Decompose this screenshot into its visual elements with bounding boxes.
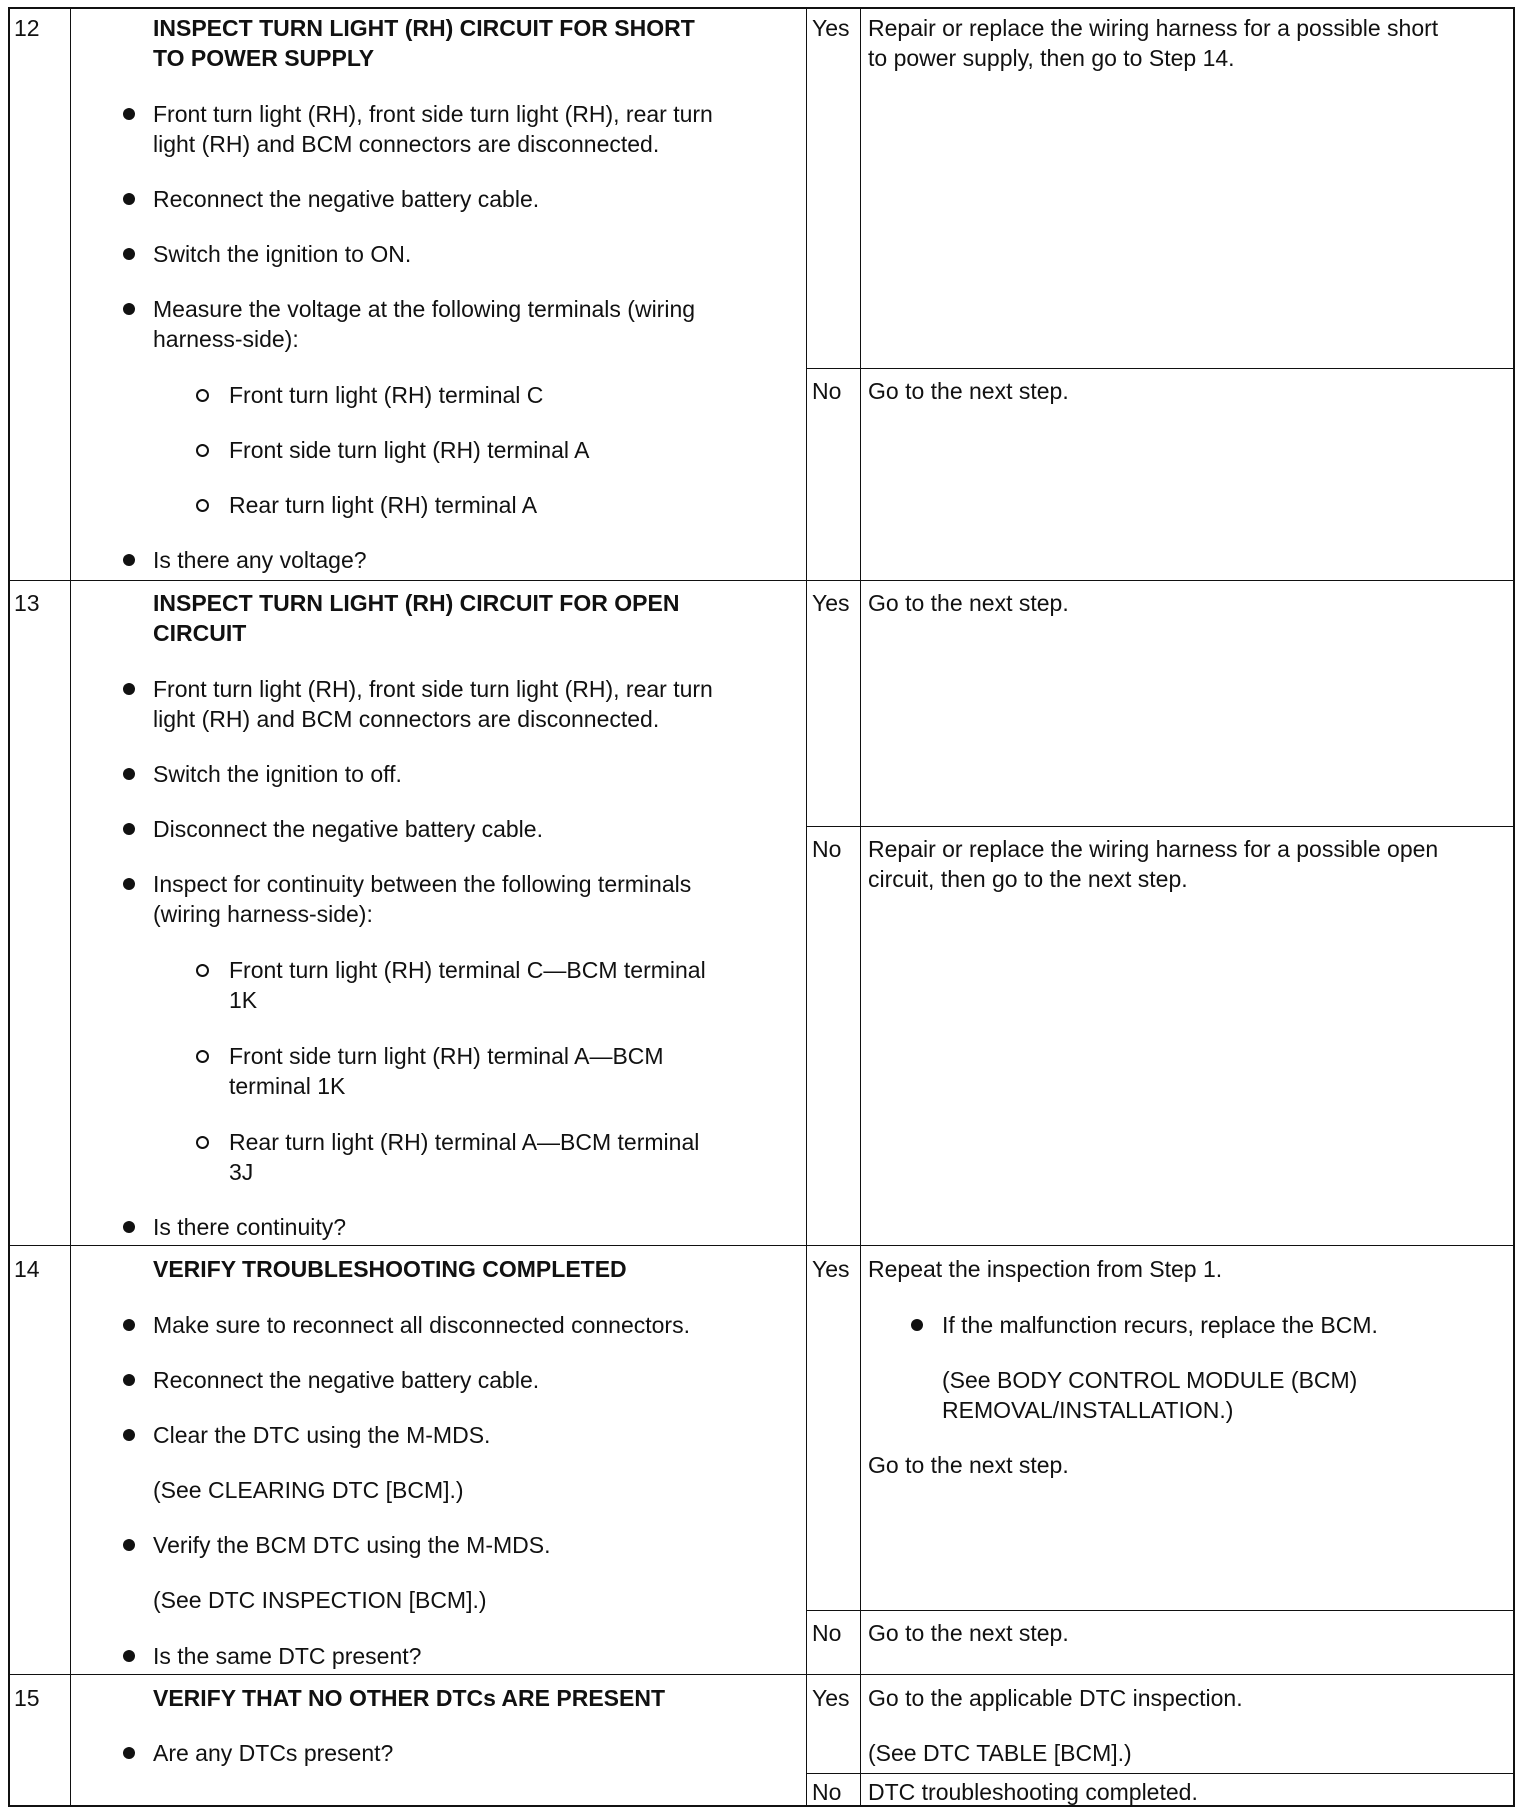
sub-list-item: Rear turn light (RH) terminal A—BCM terminal [229, 1129, 700, 1155]
list-item: Switch the ignition to off. [153, 761, 402, 787]
yes-no-divider-12 [806, 368, 1515, 369]
list-item: Inspect for continuity between the following terminals [153, 871, 692, 897]
sub-list-item: Front turn light (RH) terminal C—BCM terminal [229, 957, 706, 983]
yes-no-divider-15 [806, 1773, 1515, 1774]
sub-bullet-icon [196, 1136, 209, 1149]
table-border-bottom [8, 1805, 1515, 1807]
list-item: Clear the DTC using the M-MDS. [153, 1422, 491, 1448]
no-action: DTC troubleshooting completed. [868, 1779, 1198, 1805]
column-divider-step [70, 7, 71, 1807]
bullet-icon [123, 108, 135, 120]
bullet-icon [123, 1539, 135, 1551]
list-item: harness-side): [153, 326, 299, 352]
bullet-icon [123, 1650, 135, 1662]
sub-bullet-icon [196, 499, 209, 512]
step-title: TO POWER SUPPLY [153, 45, 375, 71]
step-number: 15 [14, 1685, 40, 1711]
no-action: Go to the next step. [868, 1620, 1069, 1646]
yes-action: Go to the applicable DTC inspection. [868, 1685, 1243, 1711]
bullet-icon [123, 878, 135, 890]
yes-action: Repair or replace the wiring harness for a possible short [868, 15, 1439, 41]
sub-bullet-icon [196, 1050, 209, 1063]
reference-note: (See DTC TABLE [BCM].) [868, 1740, 1132, 1766]
list-item: Make sure to reconnect all disconnected connectors. [153, 1312, 690, 1338]
no-label: No [812, 378, 842, 404]
list-item: light (RH) and BCM connectors are disconnected. [153, 131, 660, 157]
bullet-icon [123, 1374, 135, 1386]
reference-note: (See CLEARING DTC [BCM].) [153, 1477, 464, 1503]
list-item: Front turn light (RH), front side turn light (RH), rear turn [153, 676, 713, 702]
bullet-icon [123, 1319, 135, 1331]
bullet-icon [123, 823, 135, 835]
list-item: Are any DTCs present? [153, 1740, 394, 1766]
step-title: CIRCUIT [153, 620, 247, 646]
sub-bullet-icon [196, 444, 209, 457]
reference-note: (See DTC INSPECTION [BCM].) [153, 1587, 487, 1613]
bullet-icon [123, 554, 135, 566]
list-item: Reconnect the negative battery cable. [153, 1367, 540, 1393]
bullet-icon [123, 193, 135, 205]
step-number: 14 [14, 1256, 40, 1282]
sub-list-item: Front side turn light (RH) terminal A [229, 437, 590, 463]
yes-action: Repeat the inspection from Step 1. [868, 1256, 1223, 1282]
list-item: Front turn light (RH), front side turn light (RH), rear turn [153, 101, 713, 127]
yes-no-divider-14 [806, 1610, 1515, 1611]
bullet-icon [123, 1221, 135, 1233]
no-label: No [812, 1620, 842, 1646]
sub-bullet-icon [196, 389, 209, 402]
bullet-icon [123, 683, 135, 695]
yes-action: to power supply, then go to Step 14. [868, 45, 1235, 71]
yes-label: Yes [812, 590, 850, 616]
column-divider-result [806, 7, 807, 1807]
sub-list-item: Rear turn light (RH) terminal A [229, 492, 538, 518]
step-number: 13 [14, 590, 40, 616]
reference-note: (See BODY CONTROL MODULE (BCM) [942, 1367, 1358, 1393]
table-border-right [1513, 7, 1515, 1807]
yes-no-divider-13 [806, 826, 1515, 827]
bullet-icon [123, 303, 135, 315]
bullet-icon [123, 1747, 135, 1759]
bullet-icon [123, 1429, 135, 1441]
sub-list-item: terminal 1K [229, 1073, 346, 1099]
table-border-top [8, 7, 1515, 9]
no-action: circuit, then go to the next step. [868, 866, 1188, 892]
sub-list-item: Front side turn light (RH) terminal A—BCM [229, 1043, 664, 1069]
list-item: Verify the BCM DTC using the M-MDS. [153, 1532, 551, 1558]
yes-action: Go to the next step. [868, 1452, 1069, 1478]
yes-label: Yes [812, 15, 850, 41]
yes-label: Yes [812, 1685, 850, 1711]
sub-list-item: 1K [229, 987, 258, 1013]
step-title: VERIFY THAT NO OTHER DTCs ARE PRESENT [153, 1685, 666, 1711]
step-title: INSPECT TURN LIGHT (RH) CIRCUIT FOR OPEN [153, 590, 680, 616]
no-action: Repair or replace the wiring harness for a possible open [868, 836, 1439, 862]
sub-bullet-icon [196, 964, 209, 977]
row-divider-12-13 [8, 580, 1515, 581]
yes-action-bullet: If the malfunction recurs, replace the BCM. [942, 1312, 1378, 1338]
column-divider-action [860, 7, 861, 1807]
step-title: VERIFY TROUBLESHOOTING COMPLETED [153, 1256, 627, 1282]
list-item: Switch the ignition to ON. [153, 241, 412, 267]
row-divider-13-14 [8, 1245, 1515, 1246]
list-item: Disconnect the negative battery cable. [153, 816, 543, 842]
list-item: Reconnect the negative battery cable. [153, 186, 540, 212]
row-divider-14-15 [8, 1674, 1515, 1675]
yes-action: Go to the next step. [868, 590, 1069, 616]
table-border-left [8, 7, 10, 1807]
step-number: 12 [14, 15, 40, 41]
no-label: No [812, 1779, 842, 1805]
sub-list-item: Front turn light (RH) terminal C [229, 382, 544, 408]
list-item: Is there continuity? [153, 1214, 347, 1240]
reference-note: REMOVAL/INSTALLATION.) [942, 1397, 1234, 1423]
list-item: (wiring harness-side): [153, 901, 373, 927]
step-title: INSPECT TURN LIGHT (RH) CIRCUIT FOR SHORT [153, 15, 695, 41]
yes-label: Yes [812, 1256, 850, 1282]
bullet-icon [123, 248, 135, 260]
bullet-icon [123, 768, 135, 780]
list-item: Measure the voltage at the following terminals (wiring [153, 296, 696, 322]
list-item: Is there any voltage? [153, 547, 367, 573]
no-label: No [812, 836, 842, 862]
no-action: Go to the next step. [868, 378, 1069, 404]
bullet-icon [911, 1319, 923, 1331]
list-item: light (RH) and BCM connectors are disconnected. [153, 706, 660, 732]
list-item: Is the same DTC present? [153, 1643, 422, 1669]
sub-list-item: 3J [229, 1159, 254, 1185]
